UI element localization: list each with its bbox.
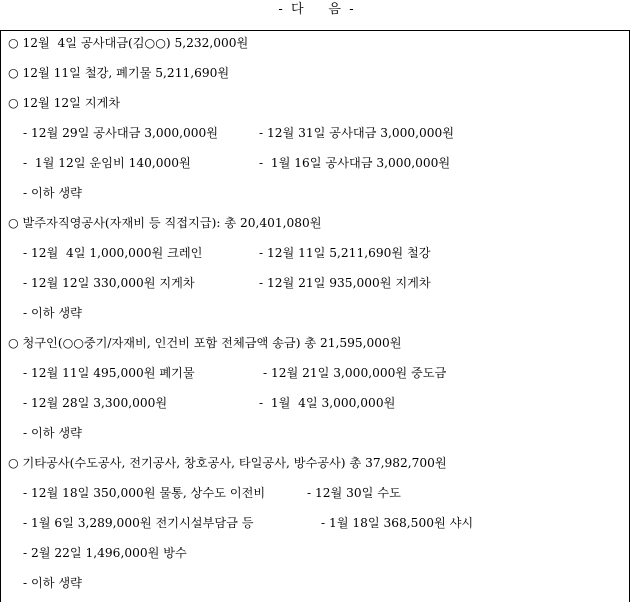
list-item: ○ 12월 12일 지게차 <box>8 96 121 110</box>
sub-item: - 12월 18일 350,000원 물통, 상수도 이전비 <box>23 486 266 500</box>
sub-item: - 12월 11일 495,000원 폐기물 <box>23 366 195 380</box>
sub-item: - 12월 21일 935,000원 지게차 <box>259 276 431 290</box>
sub-item: - 12월 12일 330,000원 지게차 <box>23 276 195 290</box>
sub-item: - 12월 4일 1,000,000원 크레인 <box>23 246 203 260</box>
sub-item: - 이하 생략 <box>23 306 82 320</box>
list-item: ○ 12월 4일 공사대금(김○○) 5,232,000원 <box>8 36 249 50</box>
list-item: ○ 청구인(○○중기/자재비, 인건비 포함 전체금액 송금) 총 21,595,000원 <box>8 336 402 350</box>
sub-item: - 1월 16일 공사대금 3,000,000원 <box>259 156 451 170</box>
sub-item: - 1월 12일 운임비 140,000원 <box>23 156 191 170</box>
sub-item: - 이하 생략 <box>23 186 82 200</box>
list-item: ○ 발주자직영공사(자재비 등 직접지급): 총 20,401,080원 <box>8 216 322 230</box>
sub-item: - 2월 22일 1,496,000원 방수 <box>23 546 187 560</box>
sub-item: - 1월 18일 368,500원 샤시 <box>321 516 474 530</box>
sub-item: - 1월 4일 3,000,000원 <box>259 396 396 410</box>
sub-item: - 12월 11일 5,211,690원 철강 <box>259 246 431 260</box>
list-item: ○ 기타공사(수도공사, 전기공사, 창호공사, 타일공사, 방수공사) 총 37,982,700원 <box>8 456 447 470</box>
sub-item: - 12월 21일 3,000,000원 중도금 <box>263 366 447 380</box>
sub-item: - 12월 29일 공사대금 3,000,000원 <box>23 126 219 140</box>
details-box <box>0 30 630 602</box>
sub-item: - 12월 28일 3,300,000원 <box>23 396 168 410</box>
sub-item: - 이하 생략 <box>23 426 82 440</box>
sub-item: - 12월 30일 수도 <box>307 486 401 500</box>
sub-item: - 12월 31일 공사대금 3,000,000원 <box>259 126 455 140</box>
list-item: ○ 12월 11일 철강, 폐기물 5,211,690원 <box>8 66 230 80</box>
sub-item: - 이하 생략 <box>23 576 82 590</box>
section-heading: - 다 음 - <box>278 2 354 17</box>
sub-item: - 1월 6일 3,289,000원 전기시설부담금 등 <box>23 516 254 530</box>
